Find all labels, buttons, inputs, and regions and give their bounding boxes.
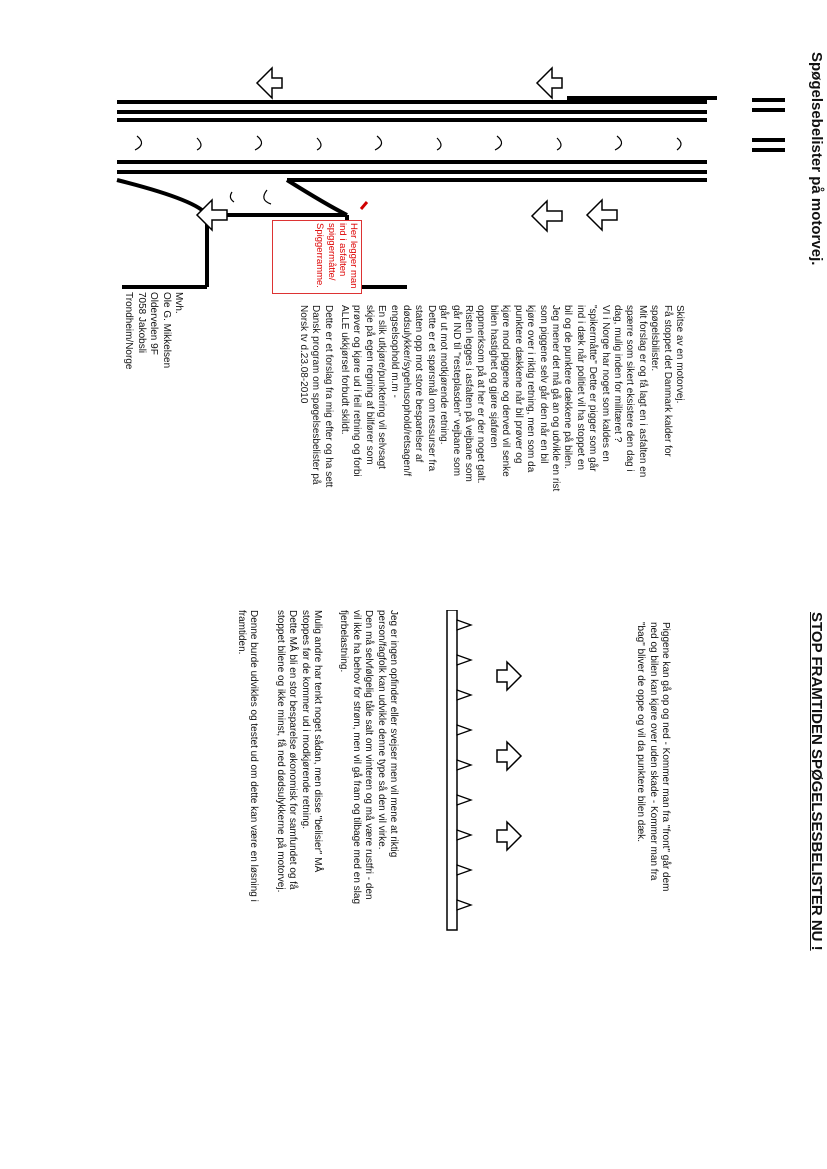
red-marker xyxy=(361,202,367,209)
spike-caption: Piggene kan gå op og ned - Kommer man fra "front" går dem ned og bilen kan kjøre over uden skade - Kommer man fra "bag" bliver de oppe og vil da punktere bilen dæk. xyxy=(635,622,671,892)
arrow-icon-spike-3 xyxy=(497,822,521,850)
arrow-icon-top-1 xyxy=(257,68,282,98)
arrow-icon-spike-2 xyxy=(497,742,521,770)
arrow-icon-side-1 xyxy=(532,201,562,231)
arrow-icon-top-2 xyxy=(537,68,562,98)
arrow-icon-side-2 xyxy=(587,200,617,230)
arrow-icon-side-3 xyxy=(197,200,227,230)
right-body-text: Jeg er ingen opfinder eller svejser men vil mene at riktig person/fagfolk kan udvikle denne type så den vil virke. Den må selvfølgelig tåle salt om vinteren og må være rustfri - den vil ikke ha behov for strøm, men vil gå fram og tilbage med en slag fjerbelastning. Mulig andre har tenkt noget sådan, men disse "belisier" MÅ stoppes før de kommer ud i modkjørende retning. Dette MÅ bli en stor besparelse økonomisk for samfundet og få stoppet bilene og ikke minst, få ned dødsulykkerne på motorvej. Denne burde udvikles og testet ud om dette kan være en løsning i framtiden. xyxy=(235,610,399,905)
signature-block: Mvh. Ole G. Mikkelsen Oldervelen 9F 7058 Jakobsli Trondheim/Norge xyxy=(123,292,184,370)
left-body-text: Skitse av en motorvej. Få stoppet det Danmark kalder for spøgelsbilister. Mit forslag er og få lagt en i asfalten en spærre som sikert eksistere den dag i dag, mulig inden for militæret ? VI i Norge har noget som kaldes en "spikermåtte" Dette er pigger som går ind i dæk når politiet vil ha stoppet en bil og de punktere dækkene på bilen. Jeg mener det må gå an og udvikle en rist som piggene selv går den når en bil kjøre over i riktig retning, men som da punktere dækkene når bil prøver og kjøre mod piggene og derved vil senke bilen hastighet og gjøre sjaføren oppmerksom på at her er der noget galt. Risten legges i asfalten på vejbane som går IND til "resteplasden" vejbane som går ut mot motkjørende retning. Dette er et spørsmål om ressurser fra staten opp mot store besparelser af dødsulykker/sygehusophold/retsagen/f engselsophold m.m - En slik utkjøre/punktering vil selvsagt skje på egen regning af bilfører som prøver og kjøre ud i feil retning og forbi ALLE ukkjørsel forbudt skildt. Dette er et forslag fra mig efter og ha sett Dansk program om spøgelsesbelister på Norsk tv d.23.08-2010 xyxy=(297,305,685,492)
red-note-box: Her legger man ind i asfalten spiggermåtte/ Spiggerramme. xyxy=(272,220,362,294)
arrow-icon-spike-1 xyxy=(497,662,521,690)
page-title-right: STOP FRAMTIDEN SPØGELSESBELISTER NU ! xyxy=(808,612,825,951)
page-title-left: Spøgelsebelister på motorvej. xyxy=(808,52,825,266)
spike-strip-diagram xyxy=(427,610,617,940)
